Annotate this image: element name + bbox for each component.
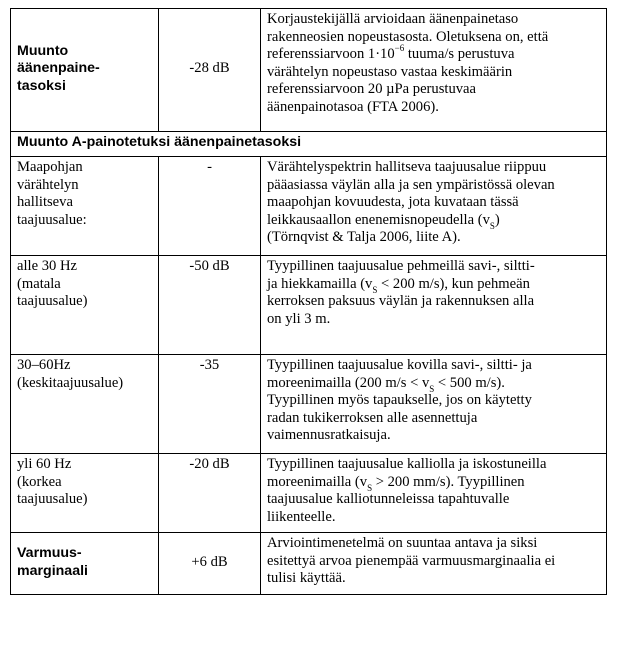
desc-line: (Törnqvist & Talja 2006, liite A). (267, 229, 461, 246)
param-cell (11, 533, 159, 595)
row-safety-margin (11, 533, 607, 595)
subscript: S (429, 383, 435, 394)
param-line: taajuusalue) (17, 491, 88, 508)
param-line: 30–60Hz (17, 357, 71, 373)
value-cell: -50 dB (159, 256, 261, 355)
row-high-frequency (11, 454, 607, 533)
desc-line: pääasiassa väylän alla ja sen ympäristössä olevan (267, 176, 555, 193)
value-cell: -35 (159, 355, 261, 454)
param-line: (keskitaajuusalue) (17, 374, 124, 391)
param-line: taajuusalue: (17, 211, 87, 228)
desc-line: maapohjan kovuudesta, jota kuvataan tässä (267, 194, 519, 211)
desc-line (267, 276, 600, 294)
desc-line: tulisi käyttää. (267, 570, 346, 587)
desc-text: referenssiarvoon 1·10 (267, 46, 395, 63)
desc-line: vaimennusratkaisuja. (267, 427, 391, 444)
description-cell (261, 355, 607, 454)
correction-table (10, 8, 607, 595)
desc-line: Tyypillinen myös tapaukselle, jos on käytetty (267, 392, 532, 409)
desc-line: referenssiarvoon 20 µPa perustuvaa (267, 81, 477, 98)
desc-text: ) (494, 211, 500, 228)
param-cell (11, 454, 159, 533)
param-line: marginaali (17, 562, 88, 579)
row-low-frequency (11, 256, 607, 355)
desc-line: on yli 3 m. (267, 310, 331, 327)
value-cell: +6 dB (159, 533, 261, 595)
desc-line: äänenpainotasoa (FTA 2006). (267, 98, 439, 115)
desc-line: taajuusalue kalliotunneleissa tapahtuvalle (267, 491, 510, 508)
desc-line: liikenteelle. (267, 508, 336, 525)
desc-text: moreenimailla (200 m/s < v (267, 374, 430, 391)
param-line: tasoksi (17, 77, 66, 94)
description-cell (261, 533, 607, 595)
desc-text: tuuma/s perustuva (404, 46, 515, 63)
desc-text: < 200 m/s), kun pehmeän (377, 275, 530, 292)
description-cell (261, 9, 607, 132)
desc-text: moreenimailla (v (267, 473, 368, 490)
value-cell: - (159, 157, 261, 256)
param-line: (korkea (17, 473, 62, 490)
row-ground-frequency (11, 157, 607, 256)
param-line: Maapohjan (17, 159, 83, 175)
subscript: S (372, 284, 378, 295)
param-line: taajuusalue) (17, 293, 88, 310)
desc-text: ja hiekkamailla (v (267, 275, 373, 292)
section-title: Muunto A-painotetuksi äänenpainetasoksi (11, 132, 607, 157)
row-sound-pressure-conversion (11, 9, 607, 132)
param-cell (11, 256, 159, 355)
param-line: äänenpaine- (17, 60, 100, 77)
desc-text: > 200 mm/s). Tyypillinen (372, 473, 525, 490)
desc-line: radan tukikerroksen alle asennettuja (267, 409, 478, 426)
desc-line: esitettyä arvoa pienempää varmuusmarginaalia ei (267, 552, 556, 569)
value-cell: -20 dB (159, 454, 261, 533)
param-cell (11, 355, 159, 454)
row-mid-frequency (11, 355, 607, 454)
desc-line: värähtelyn nopeustaso vastaa keskimäärin (267, 63, 513, 80)
desc-line: Tyypillinen taajuusalue pehmeillä savi-, siltti- (267, 258, 535, 274)
subscript: S (489, 220, 495, 231)
desc-line (267, 43, 600, 64)
desc-text: < 500 m/s). (434, 374, 505, 391)
desc-line: Korjaustekijällä arvioidaan äänenpainetaso (267, 11, 519, 27)
description-cell (261, 157, 607, 256)
row-section-heading (11, 132, 607, 157)
subscript: S (367, 482, 373, 493)
desc-text: leikkausaallon enenemisnopeudella (v (267, 211, 490, 228)
desc-line: rakenneosien nopeustasosta. Oletuksena on, että (267, 28, 549, 45)
param-line: (matala (17, 275, 61, 292)
desc-line (267, 474, 600, 492)
exponent: −6 (394, 43, 405, 54)
param-line: alle 30 Hz (17, 258, 77, 274)
param-cell (11, 157, 159, 256)
desc-line: Värähtelyspektrin hallitseva taajuusalue riippuu (267, 159, 547, 175)
param-line: värähtelyn (17, 176, 79, 193)
description-cell (261, 256, 607, 355)
desc-line: Arviointimenetelmä on suuntaa antava ja siksi (267, 535, 538, 551)
param-line: hallitseva (17, 194, 73, 211)
param-line: yli 60 Hz (17, 456, 72, 472)
desc-line: Tyypillinen taajuusalue kalliolla ja iskostuneilla (267, 456, 547, 472)
desc-line (267, 212, 600, 230)
desc-line: kerroksen paksuus väylän ja rakennuksen alla (267, 293, 535, 310)
desc-line (267, 375, 600, 393)
param-line: Varmuus- (17, 544, 82, 561)
desc-line: Tyypillinen taajuusalue kovilla savi-, siltti- ja (267, 357, 532, 373)
param-cell (11, 9, 159, 132)
value-cell: -28 dB (159, 9, 261, 132)
param-line: Muunto (17, 42, 69, 59)
description-cell (261, 454, 607, 533)
